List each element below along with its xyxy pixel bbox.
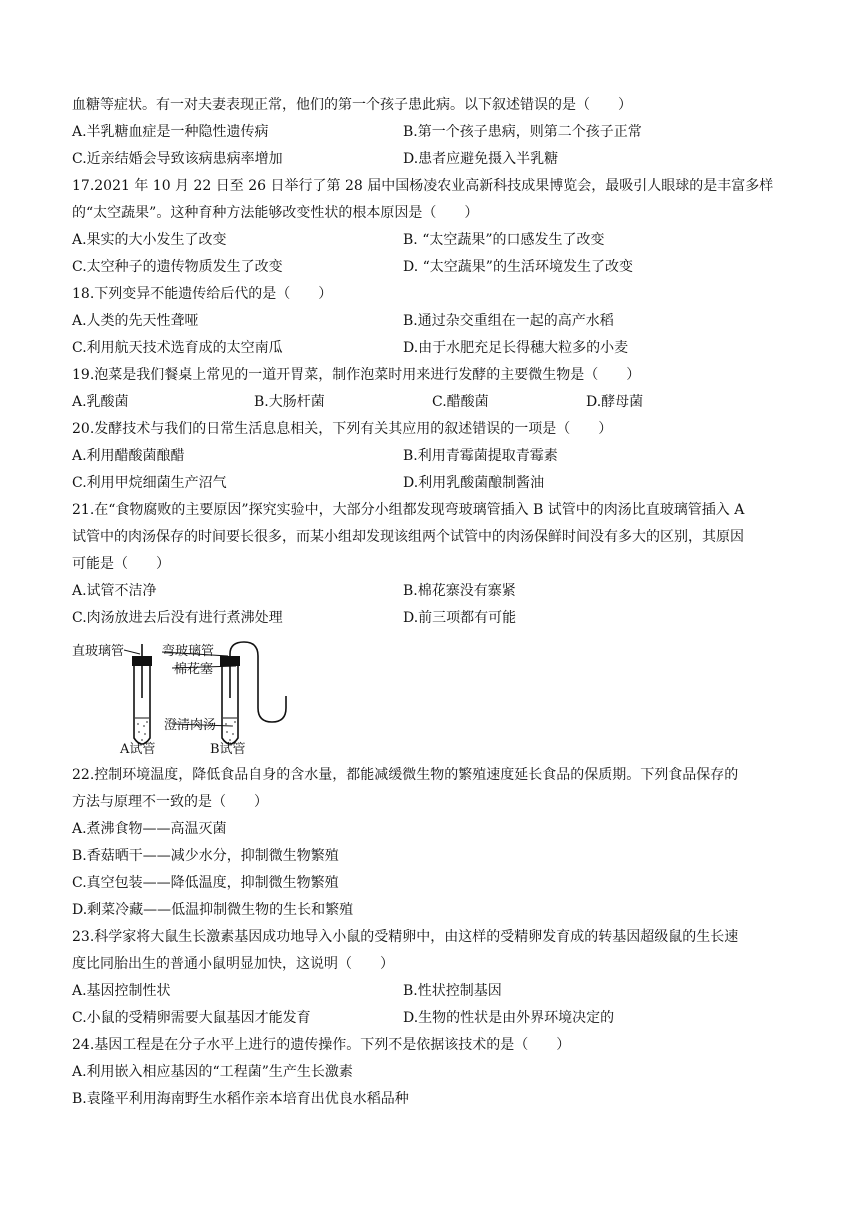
q16-option-a[interactable]: A.半乳糖血症是一种隐性遗传病 [72, 124, 269, 140]
q18-option-b[interactable]: B.通过杂交重组在一起的高产水稻 [403, 313, 614, 329]
cotton-stopper-b [220, 656, 240, 666]
q24-option-a[interactable]: A.利用嵌入相应基因的“工程菌”生产生长激素 [72, 1064, 353, 1080]
q21-stem-line-1: 21.在“食物腐败的主要原因”探究实验中，大部分小组都发现弯玻璃管插入 B 试管中的肉汤比直玻璃管插入 A [72, 502, 745, 518]
q21-option-b[interactable]: B.棉花寨没有寨紧 [403, 583, 516, 599]
q22-option-a[interactable]: A.煮沸食物——高温灭菌 [72, 821, 227, 837]
q16-option-d[interactable]: D.患者应避免摄入半乳糖 [403, 151, 559, 167]
q20-option-b[interactable]: B.利用青霉菌提取青霉素 [403, 448, 558, 464]
label-clear-broth: 澄清肉汤 [164, 718, 217, 733]
label-bent-tube: 弯玻璃管 [162, 644, 215, 659]
q19-options-row [72, 389, 792, 416]
q18-stem: 18.下列变异不能遗传给后代的是（ ） [72, 286, 333, 302]
q19-option-a[interactable]: A.乳酸菌 [72, 394, 129, 410]
q21-option-d[interactable]: D.前三项都有可能 [403, 610, 517, 626]
q17-option-d[interactable]: D. “太空蔬果”的生活环境发生了改变 [403, 259, 633, 275]
label-tube-b: B试管 [210, 742, 246, 757]
q16-options-row-2 [72, 146, 792, 173]
exam-page [72, 92, 792, 1113]
q23-options-row-2 [72, 1005, 792, 1032]
q20-option-c[interactable]: C.利用甲烷细菌生产沼气 [72, 475, 227, 491]
q20-options-row-2 [72, 470, 792, 497]
q18-options-row-2 [72, 335, 792, 362]
q16-option-b[interactable]: B.第一个孩子患病，则第二个孩子正常 [403, 124, 642, 140]
q21-option-c[interactable]: C.肉汤放进去后没有进行煮沸处理 [72, 610, 283, 626]
q16-options-row-1 [72, 119, 792, 146]
test-tube-experiment-figure [72, 638, 312, 756]
q22-option-d[interactable]: D.剩菜冷藏——低温抑制微生物的生长和繁殖 [72, 902, 354, 918]
q21-options-row-2 [72, 605, 792, 632]
q21-stem-line-2: 试管中的肉汤保存的时间要长很多，而某小组却发现该组两个试管中的肉汤保鲜时间没有多大的区别，其原因 [72, 529, 744, 545]
q22-stem-line-1: 22.控制环境温度，降低食品自身的含水量，都能减缓微生物的繁殖速度延长食品的保质期。下列食品保存的 [72, 767, 739, 783]
q18-options-row-1 [72, 308, 792, 335]
q22-option-b[interactable]: B.香菇晒干——减少水分，抑制微生物繁殖 [72, 848, 339, 864]
q19-stem: 19.泡菜是我们餐桌上常见的一道开胃菜，制作泡菜时用来进行发酵的主要微生物是（ ） [72, 367, 641, 383]
q18-option-a[interactable]: A.人类的先天性聋哑 [72, 313, 199, 329]
q19-option-c[interactable]: C.醋酸菌 [432, 394, 489, 410]
q17-option-b[interactable]: B. “太空蔬果”的口感发生了改变 [403, 232, 605, 248]
q21-options-row-1 [72, 578, 792, 605]
q17-option-a[interactable]: A.果实的大小发生了改变 [72, 232, 227, 248]
q17-stem-line-2: 的“太空蔬果”。这种育种方法能够改变性状的根本原因是（ ） [72, 205, 479, 221]
q23-option-a[interactable]: A.基因控制性状 [72, 983, 171, 999]
q16-stem-tail: 血糖等症状。有一对夫妻表现正常，他们的第一个孩子患此病。以下叙述错误的是（ ） [72, 97, 632, 113]
q20-options-row-1 [72, 443, 792, 470]
q23-options-row-1 [72, 978, 792, 1005]
q18-option-d[interactable]: D.由于水肥充足长得穗大粒多的小麦 [403, 340, 629, 356]
label-cotton-stopper: 棉花塞 [174, 662, 214, 677]
q23-stem-line-1: 23.科学家将大鼠生长激素基因成功地导入小鼠的受精卵中，由这样的受精卵发育成的转基因超级鼠的生长速 [72, 929, 739, 945]
q23-stem-line-2: 度比同胎出生的普通小鼠明显加快，这说明（ ） [72, 956, 394, 972]
q22-stem-line-2: 方法与原理不一致的是（ ） [72, 794, 268, 810]
q20-option-a[interactable]: A.利用醋酸菌酿醋 [72, 448, 185, 464]
q21-option-a[interactable]: A.试管不洁净 [72, 583, 157, 599]
q17-option-c[interactable]: C.太空种子的遗传物质发生了改变 [72, 259, 283, 275]
label-tube-a: A试管 [120, 742, 156, 757]
q23-option-c[interactable]: C.小鼠的受精卵需要大鼠基因才能发育 [72, 1010, 311, 1026]
q24-option-b[interactable]: B.袁隆平利用海南野生水稻作亲本培育出优良水稻品种 [72, 1091, 409, 1107]
q17-options-row-1 [72, 227, 792, 254]
q19-option-b[interactable]: B.大肠杆菌 [254, 394, 325, 410]
q17-options-row-2 [72, 254, 792, 281]
q18-option-c[interactable]: C.利用航天技术选育成的太空南瓜 [72, 340, 283, 356]
q20-stem: 20.发酵技术与我们的日常生活息息相关，下列有关其应用的叙述错误的一项是（ ） [72, 421, 613, 437]
q19-option-d[interactable]: D.酵母菌 [586, 394, 644, 410]
q20-option-d[interactable]: D.利用乳酸菌酿制酱油 [403, 475, 545, 491]
q16-option-c[interactable]: C.近亲结婚会导致该病患病率增加 [72, 151, 283, 167]
q17-stem-line-1: 17.2021 年 10 月 22 日至 26 日举行了第 28 届中国杨凌农业高新科技成果博览会，最吸引人眼球的是丰富多样 [72, 178, 774, 194]
label-straight-tube: 直玻璃管 [72, 644, 125, 659]
cotton-stopper-a [132, 656, 152, 666]
q22-option-c[interactable]: C.真空包装——降低温度，抑制微生物繁殖 [72, 875, 339, 891]
q21-stem-line-3: 可能是（ ） [72, 556, 170, 572]
q23-option-d[interactable]: D.生物的性状是由外界环境决定的 [403, 1010, 615, 1026]
q23-option-b[interactable]: B.性状控制基因 [403, 983, 502, 999]
q24-stem: 24.基因工程是在分子水平上进行的遗传操作。下列不是依据该技术的是（ ） [72, 1037, 571, 1053]
